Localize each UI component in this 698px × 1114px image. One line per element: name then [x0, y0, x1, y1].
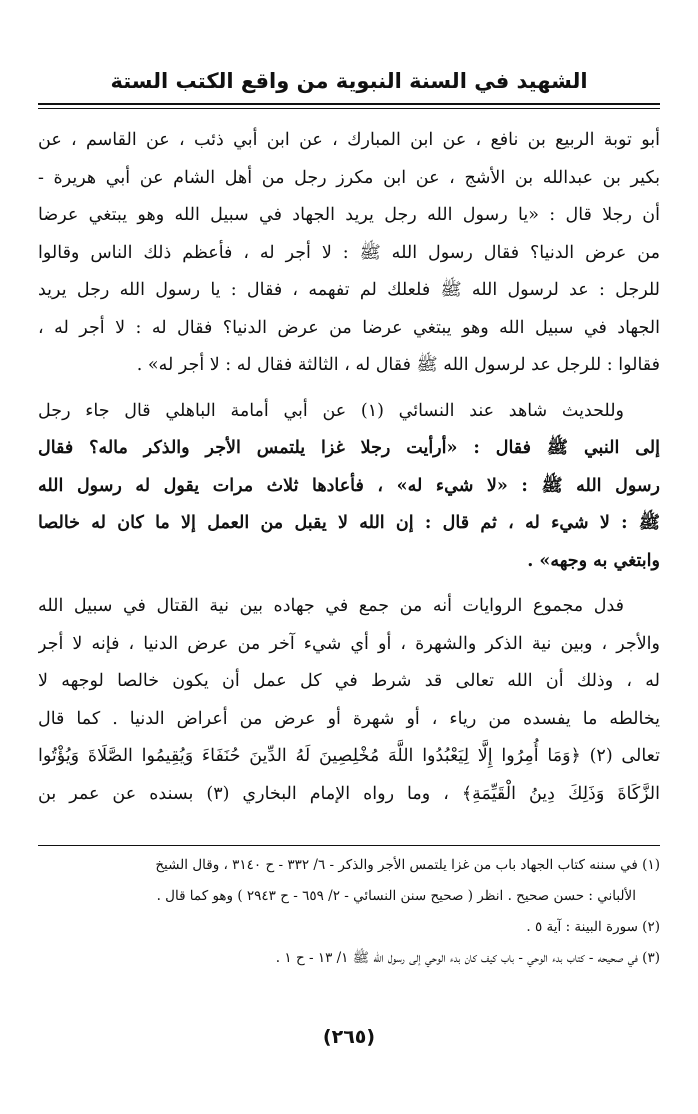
footnote-line: (٣) في صحيحه - كتاب بدء الوحي - باب كيف كان بدء الوحي إلى رسول الله ﷺ ١/ ١٣ - ح ١ . [275, 950, 660, 966]
body-line: فدل مجموع الروايات أنه من جمع في جهاده بين نية القتال في سبيل الله [38, 596, 624, 616]
page-number: (٢٦٥) [322, 1026, 376, 1048]
body-line: للرجل : عد لرسول الله ﷺ فلعلك لم تفهمه ، فقال : يا رسول الله رجل يريد [38, 280, 660, 300]
body-line: إلى النبي ﷺ فقال : «أرأيت رجلا غزا يلتمس الأجر والذكر ماله؟ فقال [38, 438, 660, 458]
body-line: وابتغي به وجهه» . [527, 550, 660, 571]
footnotes [38, 850, 660, 974]
body-line: رسول الله ﷺ : «لا شيء له» ، فأعادها ثلاث مرات يقول له رسول الله [38, 475, 660, 496]
paragraph-gap [38, 385, 660, 393]
body-line: من عرض الدنيا؟ فقال رسول الله ﷺ : لا أجر له ، فأعظم ذلك الناس وقالوا [38, 242, 660, 263]
body-line: بكير بن عبدالله بن الأشج ، عن ابن مكرز رجل من أهل الشام عن أبي هريرة - [38, 167, 660, 188]
body-line: الزَّكَاةَ وَذَلِكَ دِينُ الْقَيِّمَةِ﴾ ، وما رواه الإمام البخاري (٣) بسنده عن عمر بن [38, 783, 660, 804]
body-line: ﷺ : لا شيء له ، ثم قال : إن الله لا يقبل من العمل إلا ما كان له خالصا [38, 513, 660, 533]
footnote-rule [38, 845, 660, 846]
footnote-line: الألباني : حسن صحيح . انظر ( صحيح سنن النسائي - ٢/ ٦٥٩ - ح ٢٩٤٣ ) وهو كما قال . [156, 888, 636, 904]
paragraph-gap [38, 580, 660, 588]
body-text [38, 122, 660, 813]
body-line: أبو توبة الربيع بن نافع ، عن ابن المبارك ، عن ابن أبي ذئب ، عن القاسم ، عن [38, 130, 660, 150]
body-line: فقالوا : للرجل عد لرسول الله ﷺ فقال له ، الثالثة فقال له : لا أجر له» . [136, 355, 660, 375]
header-rule-thin [38, 108, 660, 109]
footnote-line: (١) في سننه كتاب الجهاد باب من غزا يلتمس الأجر والذكر - ٦/ ٣٣٢ - ح ٣١٤٠ ، وقال الشيخ [155, 857, 660, 873]
footnote-line: (٢) سورة البينة : آية ٥ . [526, 919, 660, 935]
body-line: يخالطه ما يفسده من رياء ، أو شهرة أو عرض من أعراض الدنيا . كما قال [38, 708, 660, 729]
body-line: له ، وذلك أن الله تعالى قد شرط في كل عمل أن يكون خالصا لوجهه لا [38, 671, 660, 691]
header-rule [38, 103, 660, 105]
running-header: الشهيد في السنة النبوية من واقع الكتب الستة [110, 69, 588, 93]
body-line: تعالى (٢) ﴿وَمَا أُمِرُوا إِلَّا لِيَعْبُدُوا اللَّهَ مُخْلِصِينَ لَهُ الدِّينَ حُنَفَاءَ وَيُقِيمُوا الصَّلَاةَ وَيُؤْتُوا [38, 746, 660, 766]
body-line: والأجر ، وبين نية الذكر والشهرة ، أو أي شيء آخر من عرض الدنيا ، فإنه لا أجر [38, 633, 660, 654]
body-line: الجهاد في سبيل الله وهو يبتغي عرضا من عرض الدنيا؟ فقال له : لا أجر له ، [38, 317, 660, 338]
body-line: وللحديث شاهد عند النسائي (١) عن أبي أمامة الباهلي قال جاء رجل [38, 400, 624, 421]
body-line: أن رجلا قال : «يا رسول الله رجل يريد الجهاد في سبيل الله وهو يبتغي عرضا [38, 205, 660, 225]
document-page [38, 0, 660, 1114]
